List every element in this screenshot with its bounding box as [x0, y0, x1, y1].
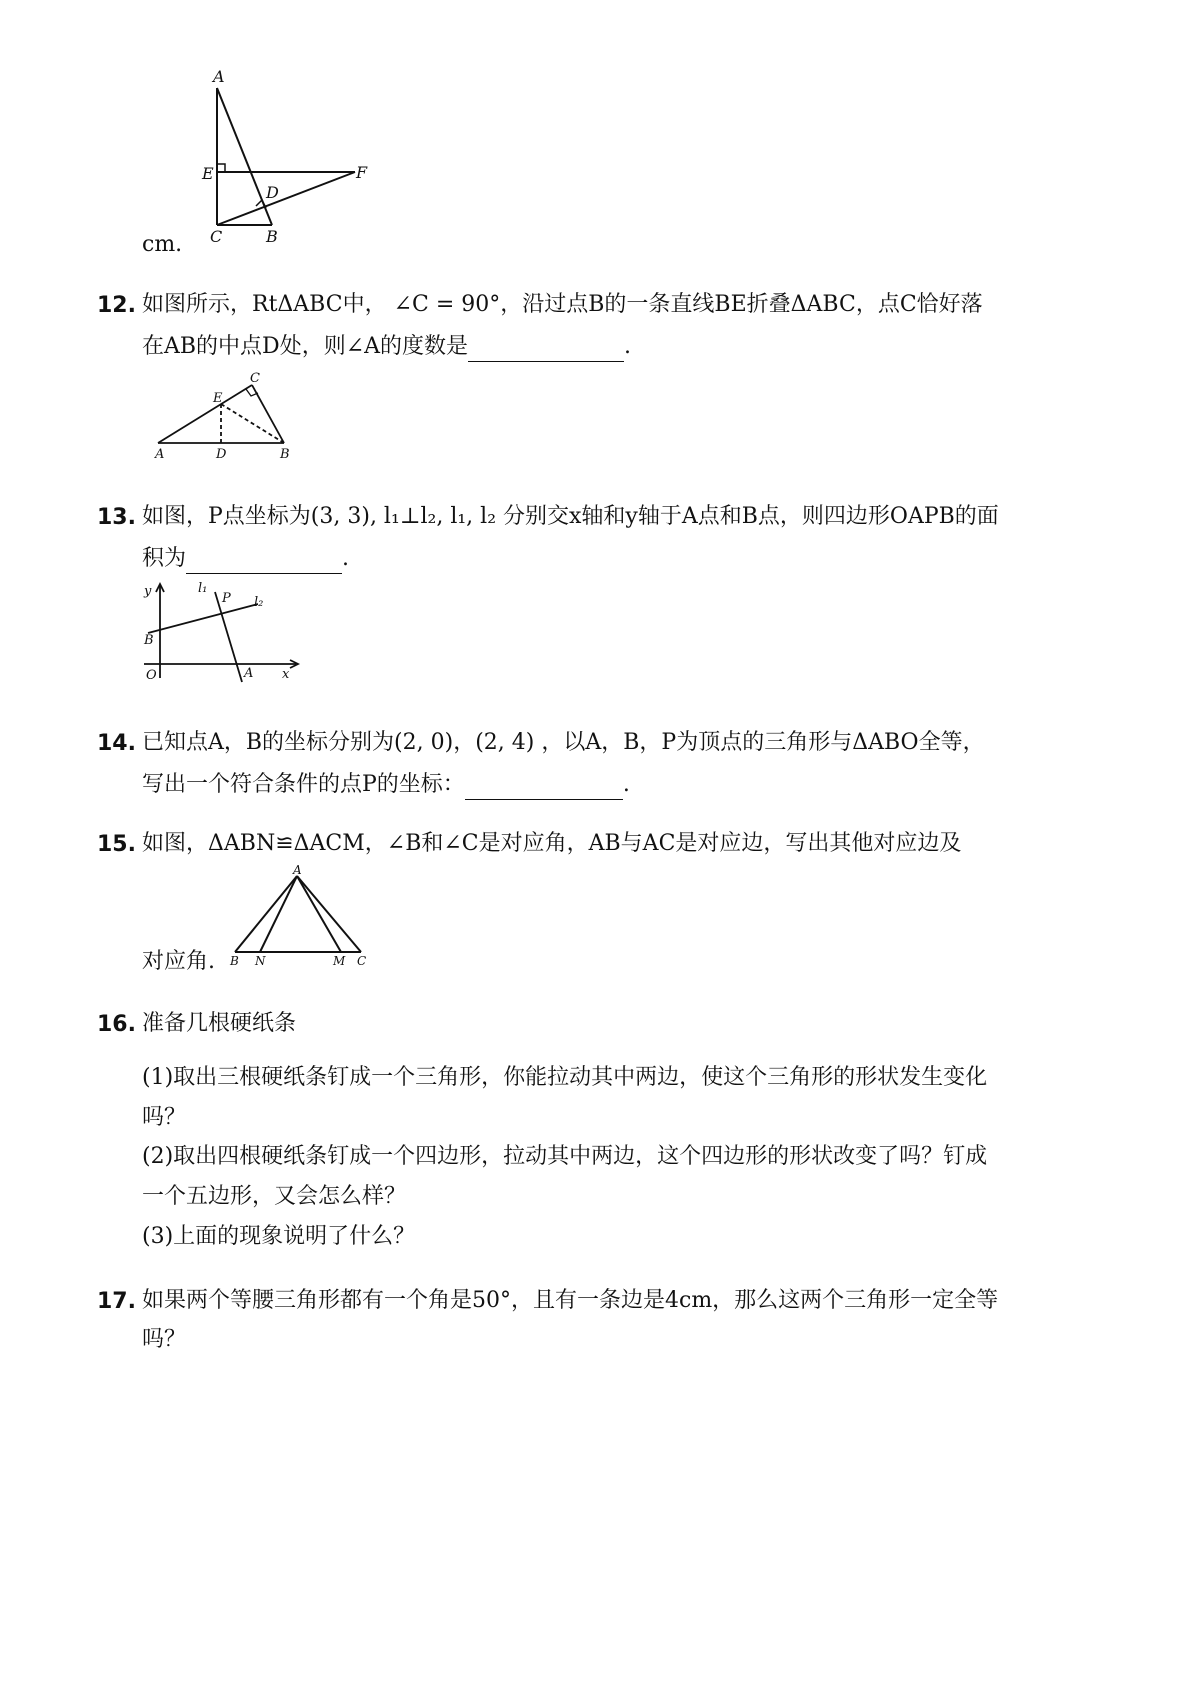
fig13-label-y: y [144, 584, 152, 599]
figure-q11-triangle [190, 60, 390, 260]
q12-text-line2a: 在AB的中点D处，则∠A的度数是 [142, 334, 469, 359]
fig15-label-a: A [293, 863, 302, 877]
fig13-label-l2: l₂ [254, 595, 264, 610]
q12-text-line1: 如图所示，RtΔABC中， ∠C = 90°，沿过点B的一条直线BE折叠ΔABC，点C恰好落 [142, 292, 983, 317]
fig12-label-b: B [280, 447, 290, 462]
fig12-label-a: A [155, 447, 165, 462]
q14-answer-blank[interactable] [465, 775, 623, 800]
q14-number: 14. [97, 731, 136, 756]
q13-text-line1: 如图，P点坐标为(3, 3), l₁⊥l₂, l₁, l₂ 分别交x轴和y轴于A点和B点，则四边形OAPB的面 [142, 504, 999, 529]
q14-text-line2b: . [622, 772, 630, 797]
q12-text-line2 [142, 332, 631, 362]
q16-part3: (3)上面的现象说明了什么？ [142, 1224, 416, 1249]
fig11-label-c: C [210, 227, 223, 246]
fig15-label-m: M [333, 954, 346, 968]
q17-text-line2: 吗？ [142, 1327, 187, 1352]
fig11-label-a: A [213, 67, 225, 86]
q12-text-line2b: . [624, 334, 632, 359]
fig11-label-e: E [202, 164, 214, 183]
q16-title: 准备几根硬纸条 [142, 1011, 297, 1036]
q12-answer-blank[interactable] [468, 337, 624, 362]
fig12-label-e: E [213, 391, 223, 406]
q16-part1-line2: 吗？ [142, 1105, 187, 1130]
fig11-label-b: B [266, 227, 278, 246]
fig13-label-x: x [282, 667, 290, 682]
q16-part2-line1: (2)取出四根硬纸条钉成一个四边形，拉动其中两边，这个四边形的形状改变了吗？钉成 [142, 1144, 988, 1169]
q16-part2-line2: 一个五边形，又会怎么样？ [142, 1184, 407, 1209]
q13-answer-blank[interactable] [186, 549, 342, 574]
figure-q12-triangle [150, 368, 310, 468]
q11-tail: cm. [142, 232, 183, 257]
fig11-label-d: D [266, 183, 279, 202]
q15-number: 15. [97, 832, 136, 857]
fig12-label-d: D [216, 447, 227, 462]
fig15-label-c: C [357, 954, 367, 968]
q13-number: 13. [97, 505, 136, 530]
figure-q15-triangle [225, 862, 385, 972]
fig15-label-n: N [255, 954, 266, 968]
fig11-label-f: F [356, 163, 368, 182]
q14-text-line1: 已知点A，B的坐标分别为(2, 0)，(2, 4) ，以A，B，P为顶点的三角形与ΔABO全等， [142, 730, 985, 755]
figure-q13-coordinate [140, 578, 310, 688]
fig12-label-c: C [250, 371, 260, 386]
q13-text-line2b: . [342, 546, 350, 571]
q17-number: 17. [97, 1289, 136, 1314]
q16-part1-line1: (1)取出三根硬纸条钉成一个三角形，你能拉动其中两边，使这个三角形的形状发生变化 [142, 1065, 988, 1090]
q14-text-line2a: 写出一个符合条件的点P的坐标： [142, 772, 465, 797]
q13-text-line2 [142, 544, 349, 574]
fig15-label-b: B [230, 954, 239, 968]
fig13-label-o: O [146, 668, 157, 683]
fig13-label-p: P [222, 591, 231, 606]
q16-number: 16. [97, 1012, 136, 1037]
q15-text-line2: 对应角. [142, 949, 215, 974]
q14-text-line2 [142, 770, 630, 800]
q17-text-line1: 如果两个等腰三角形都有一个角是50°，且有一条边是4cm，那么这两个三角形一定全等 [142, 1288, 999, 1313]
q12-number: 12. [97, 293, 136, 318]
fig13-label-l1: l₁ [198, 581, 208, 596]
fig13-label-b: B [144, 633, 154, 648]
q15-text-line1: 如图，ΔABN≌ΔACM，∠B和∠C是对应角，AB与AC是对应边，写出其他对应边及 [142, 831, 962, 856]
q13-text-line2a: 积为 [142, 546, 187, 571]
fig13-label-a: A [244, 666, 254, 681]
